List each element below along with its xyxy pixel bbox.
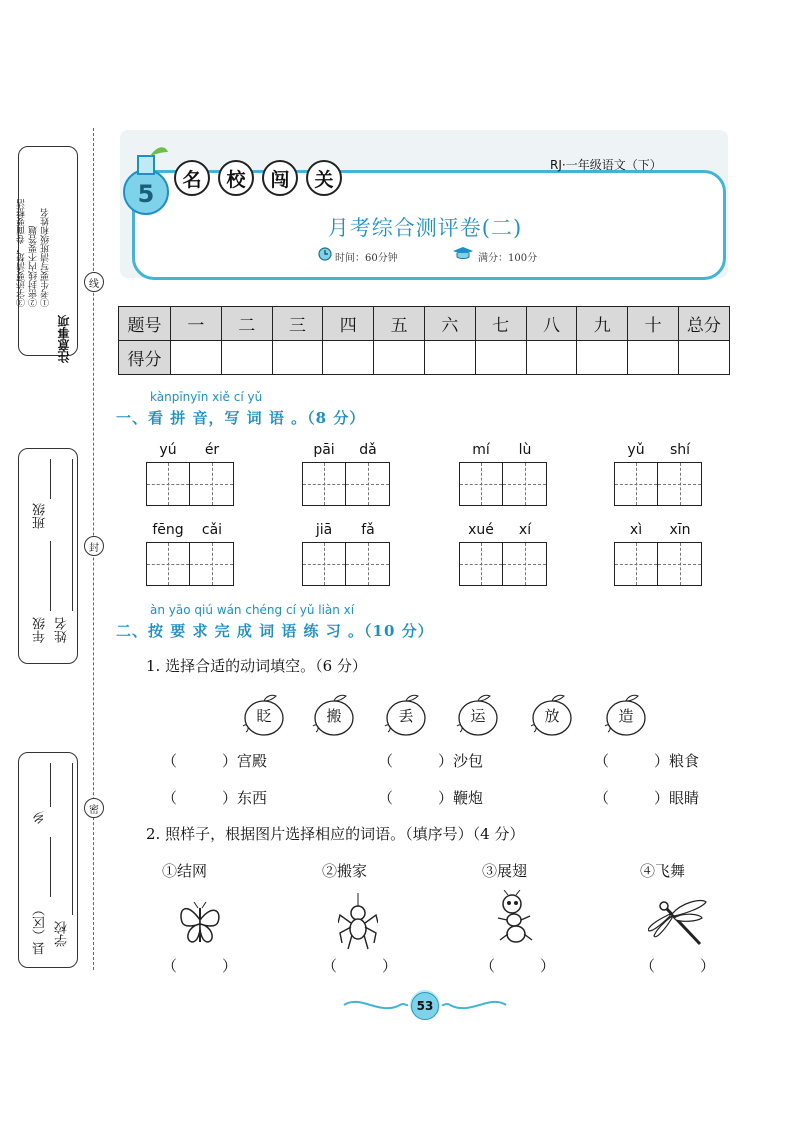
writing-cell[interactable] [459, 462, 503, 506]
score-header-cell: 一 [171, 307, 222, 341]
question-2-label: 2. 照样子，根据图片选择相应的词语。（填序号）（4 分） [146, 825, 525, 843]
pinyin-syllable: yú [159, 442, 177, 458]
score-header-cell: 八 [526, 307, 577, 341]
apple-verb-card[interactable] [604, 694, 648, 738]
score-input-cell[interactable] [628, 341, 679, 375]
score-table-score-row [119, 341, 730, 375]
notice-line-2: ②密封线内不要答题 [29, 226, 39, 307]
pinyin-syllable: mí [472, 442, 490, 458]
verb-char: 造 [618, 707, 634, 725]
writing-cell[interactable] [658, 542, 702, 586]
school-field-line[interactable] [72, 763, 73, 915]
pinyin-syllable: xí [518, 522, 532, 538]
page-number: 53 [411, 992, 439, 1020]
score-input-cell[interactable] [424, 341, 475, 375]
writing-cell[interactable] [190, 542, 234, 586]
score-header-cell: 三 [272, 307, 323, 341]
question-1-label: 1. 选择合适的动词填空。（6 分） [146, 657, 367, 675]
writing-cell[interactable] [503, 542, 547, 586]
score-header-cell: 七 [475, 307, 526, 341]
apple-verb-card[interactable] [530, 694, 574, 738]
grade-field-line[interactable] [50, 541, 51, 611]
blank-grain[interactable]: （ ）粮食 [594, 752, 700, 770]
writing-cell[interactable] [146, 462, 190, 506]
town-field-line[interactable] [50, 763, 51, 807]
brand-char-3: 闯 [262, 160, 298, 196]
score-input-cell[interactable] [272, 341, 323, 375]
apple-verb-card[interactable] [456, 694, 500, 738]
section2-title: 二、按 要 求 完 成 词 语 练 习 。（10 分） [116, 622, 434, 640]
apple-verb-card[interactable] [312, 694, 356, 738]
blank-things[interactable]: （ ）东西 [162, 789, 268, 807]
pinyin-syllable: fēng [152, 522, 184, 538]
notice-line-1: ①考生要写清班级和姓名 [41, 208, 51, 307]
butterfly-icon [176, 900, 224, 946]
seal-char-secret: 密 [84, 798, 104, 818]
blank-palace[interactable]: （ ）宫殿 [162, 752, 268, 770]
page-number-ornament [340, 990, 510, 1020]
blank-firecracker[interactable]: （ ）鞭炮 [378, 789, 484, 807]
grade-label: RJ·一年级语文（下） [550, 158, 662, 172]
score-input-cell[interactable] [221, 341, 272, 375]
clock-icon [318, 247, 332, 261]
score-header-cell: 题号 [119, 307, 171, 341]
ant-icon [494, 890, 534, 948]
score-header-cell: 九 [577, 307, 628, 341]
writing-cell[interactable] [190, 462, 234, 506]
brand-char-1: 名 [174, 160, 210, 196]
brand-char-2: 校 [218, 160, 254, 196]
score-header-cell: 十 [628, 307, 679, 341]
score-input-cell[interactable] [323, 341, 374, 375]
name-field-label: 姓名 [55, 617, 70, 643]
score-row-label: 得分 [119, 341, 171, 375]
verb-char: 搬 [326, 707, 342, 725]
score-header-cell: 六 [424, 307, 475, 341]
time-limit: 时间：60分钟 [335, 253, 398, 264]
score-input-cell[interactable] [526, 341, 577, 375]
blank-eyes[interactable]: （ ）眼睛 [594, 789, 700, 807]
pinyin-syllable: xué [468, 522, 494, 538]
town-field-label: 乡 [33, 811, 48, 824]
name-field-line[interactable] [72, 459, 73, 611]
grade-field-label: 年级 [33, 617, 48, 643]
notice-box [17, 146, 78, 363]
seal-char-seal: 封 [84, 536, 104, 556]
section1-title: 一、看 拼 音，写 词 语 。（8 分） [116, 409, 366, 427]
apple-verb-card[interactable] [242, 694, 286, 738]
writing-cell[interactable] [346, 462, 390, 506]
answer-ant[interactable]: （ ） [480, 957, 556, 975]
score-input-cell[interactable] [475, 341, 526, 375]
writing-cell[interactable] [346, 542, 390, 586]
blank-sandbag[interactable]: （ ）沙包 [378, 752, 484, 770]
score-input-cell[interactable] [577, 341, 628, 375]
apple-verb-card[interactable] [384, 694, 428, 738]
county-field-line[interactable] [50, 837, 51, 897]
answer-butterfly[interactable]: （ ） [162, 957, 238, 975]
writing-cell[interactable] [302, 462, 346, 506]
logo-bottle-icon [120, 140, 176, 220]
writing-cell[interactable] [503, 462, 547, 506]
writing-cell[interactable] [658, 462, 702, 506]
full-score: 满分：100分 [478, 253, 538, 264]
pinyin-syllable: dǎ [359, 442, 377, 458]
writing-cell[interactable] [302, 542, 346, 586]
pinyin-syllable: cǎi [201, 522, 223, 538]
score-header-cell: 二 [221, 307, 272, 341]
brand-char-4: 关 [306, 160, 342, 196]
pinyin-syllable: fǎ [361, 522, 375, 538]
class-info-box [18, 448, 78, 664]
school-info-box [18, 752, 78, 968]
answer-dragonfly[interactable]: （ ） [640, 957, 716, 975]
verb-char: 丢 [398, 707, 414, 725]
dragonfly-icon [648, 898, 708, 948]
pinyin-syllable: lù [518, 442, 532, 458]
score-table [118, 306, 730, 375]
answer-spider[interactable]: （ ） [322, 957, 398, 975]
class-field-label: 班级 [33, 503, 48, 529]
notice-line-3: ③字迹要清楚，卷面要整洁 [17, 199, 27, 307]
paper-title: 月考综合测评卷(二) [327, 216, 523, 240]
option-fly-dance: ④飞舞 [640, 862, 686, 880]
pinyin-syllable: pāi [313, 442, 335, 458]
pinyin-syllable: xīn [669, 522, 691, 538]
score-input-cell[interactable] [374, 341, 425, 375]
pinyin-syllable: jiā [315, 522, 333, 538]
writing-cell[interactable] [459, 542, 503, 586]
option-weave-web: ①结网 [162, 862, 208, 880]
verb-char: 放 [544, 707, 560, 725]
notice-title: 注意事项 [57, 315, 71, 363]
county-field-label: 县（区） [33, 903, 48, 955]
pinyin-syllable: ér [204, 442, 220, 458]
class-field-line[interactable] [50, 459, 51, 499]
seal-char-line: 线 [84, 272, 104, 292]
svg-text:5: 5 [137, 180, 155, 208]
pinyin-syllable: xì [629, 522, 643, 538]
writing-cell[interactable] [146, 542, 190, 586]
spider-icon [338, 893, 378, 951]
option-move-house: ②搬家 [322, 862, 368, 880]
score-input-cell[interactable] [678, 341, 729, 375]
graduation-cap-icon [452, 246, 474, 260]
pinyin-syllable: shí [669, 442, 691, 458]
verb-char: 运 [470, 707, 486, 725]
pinyin-syllable: yǔ [627, 442, 645, 458]
writing-cell[interactable] [614, 462, 658, 506]
score-header-cell: 五 [374, 307, 425, 341]
score-table-header-row [119, 307, 730, 341]
verb-char: 眨 [256, 707, 272, 725]
score-input-cell[interactable] [171, 341, 222, 375]
score-header-cell: 总分 [678, 307, 729, 341]
score-header-cell: 四 [323, 307, 374, 341]
school-field-label: 学校 [55, 921, 70, 947]
section1-pinyin: kànpīnyīn xiě cí yǔ [150, 390, 263, 404]
option-spread-wings: ③展翅 [482, 862, 528, 880]
writing-cell[interactable] [614, 542, 658, 586]
section2-pinyin: àn yāo qiú wán chéng cí yǔ liàn xí [150, 603, 355, 617]
